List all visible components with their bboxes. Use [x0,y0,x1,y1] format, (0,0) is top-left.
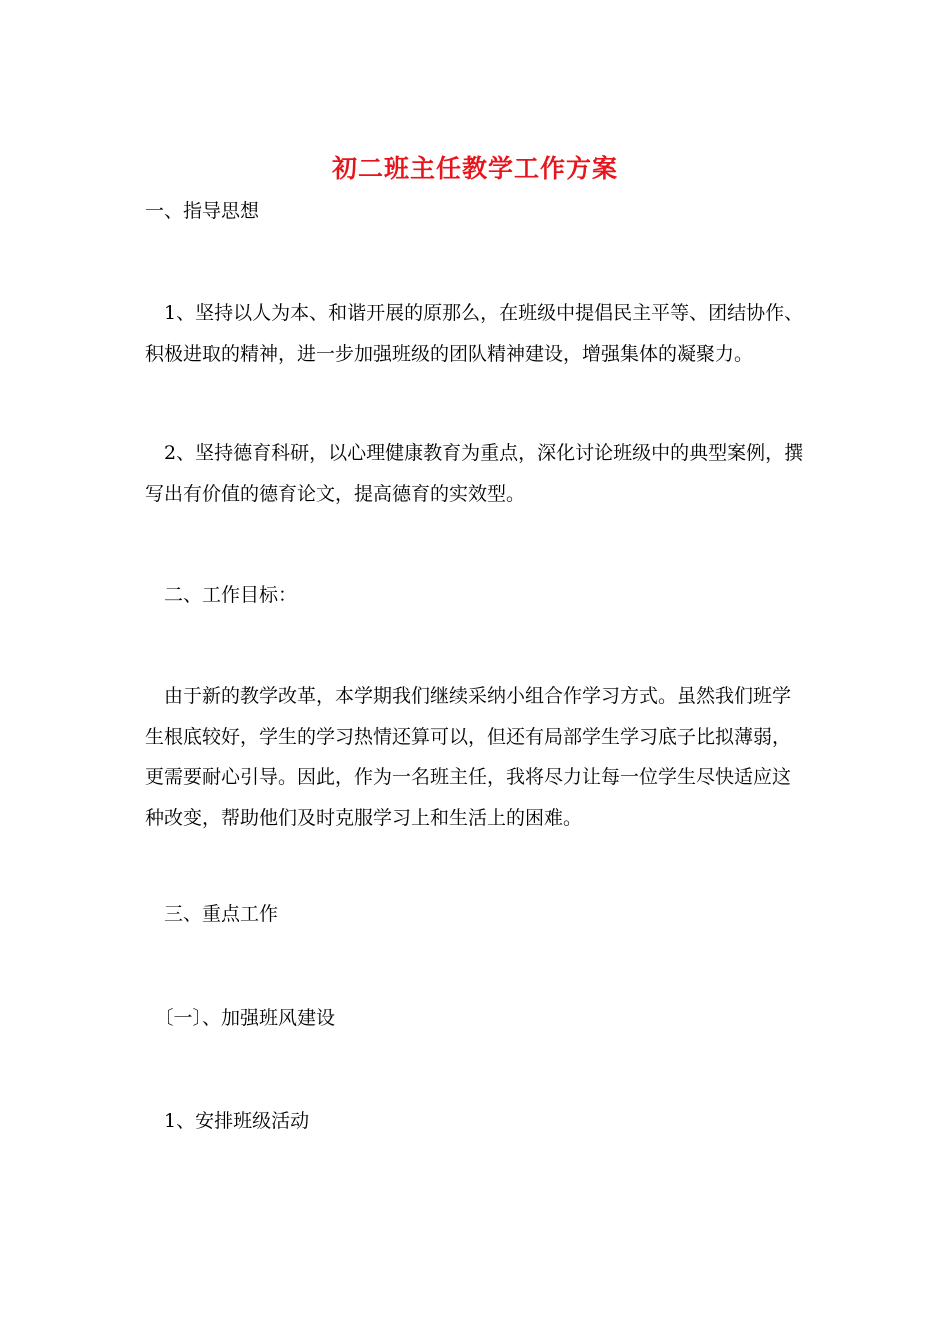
paragraph-3-line: 更需要耐心引导。因此，作为一名班主任，我将尽力让每一位学生尽快适应这 [145,766,792,788]
subsection-heading-class-style: 〔一〕、加强班风建设 [145,1007,336,1029]
paragraph-3-line: 由于新的教学改革，本学期我们继续采纳小组合作学习方式。虽然我们班学 [145,685,792,707]
list-item-arrange-activities: 1、安排班级活动 [145,1110,310,1132]
paragraph-3 [145,676,810,838]
section-heading-guiding-ideology: 一、指导思想 [145,200,260,222]
paragraph-2-line: 2、坚持德育科研，以心理健康教育为重点，深化讨论班级中的典型案例，撰 [145,442,804,464]
paragraph-1-line: 积极进取的精神，进一步加强班级的团队精神建设，增强集体的凝聚力。 [145,342,754,365]
section-heading-key-work: 三、重点工作 [145,903,279,925]
paragraph-3-line: 种改变，帮助他们及时克服学习上和生活上的困难。 [145,806,583,829]
paragraph-3-line: 生根底较好，学生的学习热情还算可以，但还有局部学生学习底子比拟薄弱， [145,725,792,748]
document-title: 初二班主任教学工作方案 [331,154,618,183]
paragraph-2 [145,433,810,514]
paragraph-1-line: 1、坚持以人为本、和谐开展的原那么，在班级中提倡民主平等、团结协作、 [145,302,804,324]
paragraph-2-line: 写出有价值的德育论文，提高德育的实效型。 [145,482,526,505]
paragraph-1 [145,293,810,374]
section-heading-work-goals: 二、工作目标： [145,584,298,606]
